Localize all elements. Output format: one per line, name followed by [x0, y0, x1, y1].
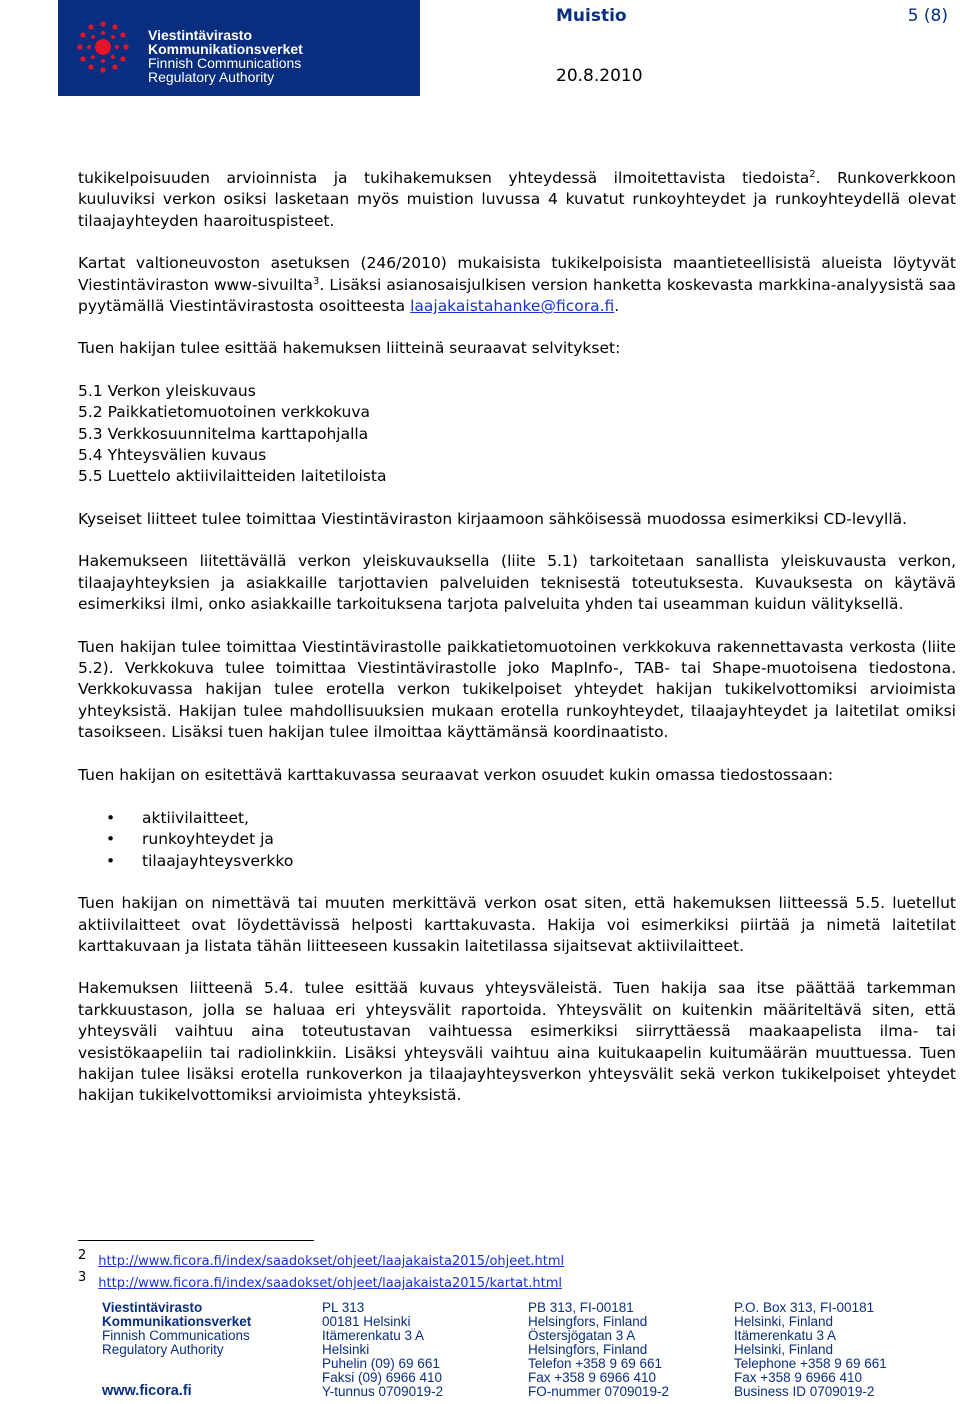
footer-line: Itämerenkatu 3 A	[322, 1328, 425, 1343]
footnote-divider	[78, 1240, 314, 1241]
footer-agency	[102, 1301, 302, 1401]
paragraph: Hakemuksen liitteenä 5.4. tulee esittää kuvaus yhteysväleistä. Tuen hakija saa itse päättää tarkemman tarkkuustason, jolla se haluaa eri yhteysvälit raportoida. Yhteysvälit on kuitenkin määriteltävä siten, että yhteysväli vaihtuu aina toteutustavan vaihtuessa esimerkiksi siirryttäessä maakaapelista ilma- tai vesistökaapeliin tai radiolinkkiin. Lisäksi yhteysväli vaihtuu aina kuitukaapelin kuitumäärän muuttuessa. Tuen hakijan tulee lisäksi erotella runkoverkon ja tilaajayhteysverkon yhteysvälit sekä verkon tukikelpoiset yhteydet hakijan tukikelvottomiksi arvioimista yhteyksistä.	[78, 979, 956, 1105]
footer-line: Puhelin (09) 69 661	[322, 1356, 440, 1371]
footer-line: P.O. Box 313, FI-00181	[734, 1300, 875, 1315]
footer-line: Helsinki, Finland	[734, 1314, 834, 1329]
bullet-icon: •	[106, 808, 116, 827]
paragraph: Hakemukseen liitettävällä verkon yleiskuvauksella (liite 5.1) tarkoitetaan sanallista yleiskuvausta verkon, tilaajayhteyksien ja asiakkaille tarjottavien palveluiden teknisestä toteutuksesta. Kuvauksesta on käytävä esimerkiksi ilmi, onko asiakkaille tarkoituksena tarjota palveluita yhden tai useamman kuidun välityksellä.	[78, 552, 956, 614]
footer-line: 00181 Helsinki	[322, 1314, 411, 1329]
footer-line: Fax +358 9 6966 410	[734, 1370, 862, 1385]
list-item	[78, 851, 956, 872]
footer-website-link[interactable]: www.ficora.fi	[102, 1383, 192, 1399]
paragraph-text: . Runkoverkkoon kuuluviksi verkon osiksi lasketaan myös muistion luvussa 4 kuvatut runkoyhteydet ja runkoyhteydellä olevat tilaajayhteyden haaroituspisteet.	[78, 169, 956, 230]
attachment-list	[78, 381, 956, 488]
bullet-list	[78, 808, 956, 872]
footnote-number: 3	[78, 1270, 87, 1285]
footer-line: Itämerenkatu 3 A	[734, 1328, 837, 1343]
paragraph-text: Kartat valtioneuvoston asetuksen (246/2010) mukaisista tukikelpoisista maantieteellisistä alueista löytyvät Viestintäviraston www-sivuilta	[78, 254, 956, 294]
attachment-item: 5.2 Paikkatietomuotoinen verkkokuva	[78, 403, 371, 422]
footer-line: Fax +358 9 6966 410	[528, 1370, 656, 1385]
footer-line: Business ID 0709019-2	[734, 1384, 875, 1399]
attachment-item: 5.3 Verkkosuunnitelma karttapohjalla	[78, 424, 369, 443]
footer-line: Finnish Communications	[102, 1328, 250, 1343]
paragraph	[78, 253, 956, 317]
footnote-link[interactable]: http://www.ficora.fi/index/saadokset/ohjeet/laajakaista2015/ohjeet.html	[98, 1254, 565, 1269]
footer-line: Östersjögatan 3 A	[528, 1328, 636, 1343]
footnote-link[interactable]: http://www.ficora.fi/index/saadokset/ohjeet/laajakaista2015/kartat.html	[98, 1276, 562, 1291]
logo-banner	[58, 0, 420, 96]
logo-line: Finnish Communications	[148, 55, 302, 71]
footnote-ref[interactable]: 3	[313, 275, 320, 287]
footer-line: Helsinki	[322, 1342, 370, 1357]
footnote	[78, 1270, 562, 1291]
list-item-text: aktiivilaitteet,	[142, 808, 249, 827]
paragraph: Tuen hakijan tulee esittää hakemuksen liitteinä seuraavat selvitykset:	[78, 339, 621, 358]
list-item	[78, 829, 956, 850]
footer-line: PB 313, FI-00181	[528, 1300, 634, 1315]
document-body	[78, 168, 956, 1107]
document-date: 20.8.2010	[556, 66, 643, 86]
footer-line: PL 313	[322, 1300, 365, 1315]
footer-line: Helsingfors, Finland	[528, 1342, 648, 1357]
logo-line: Regulatory Authority	[148, 69, 275, 85]
list-item-text: runkoyhteydet ja	[142, 830, 274, 849]
paragraph: Tuen hakijan on esitettävä karttakuvassa seuraavat verkon osuudet kukin omassa tiedostossaan:	[78, 765, 834, 784]
footer-address-fi	[322, 1301, 443, 1399]
document-type: Muistio	[556, 6, 627, 26]
list-item-text: tilaajayhteysverkko	[142, 851, 294, 870]
footer-line: Telephone +358 9 69 661	[734, 1356, 887, 1371]
paragraph-text: .	[614, 297, 620, 316]
paragraph: Tuen hakijan on nimettävä tai muuten merkittävä verkon osat siten, että hakemuksen liitteessä 5.5. luetellut aktiivilaitteet ovat löydettävissä helposti karttakuvasta. Hakija voi esimerkiksi piirtää ja nimetä laitetilat karttakuvaan ja listata tähän liitteeseen kussakin laitetilassa sijaitsevat aktiivilaitteet.	[78, 894, 956, 955]
footer-line: Kommunikationsverket	[102, 1314, 252, 1329]
footer-line: Telefon +358 9 69 661	[528, 1356, 662, 1371]
footer-line: Regulatory Authority	[102, 1342, 224, 1357]
footer-line: FO-nummer 0709019-2	[528, 1384, 670, 1399]
list-item	[78, 808, 956, 829]
attachment-item: 5.5 Luettelo aktiivilaitteiden laitetiloista	[78, 467, 387, 486]
paragraph	[78, 168, 956, 232]
paragraph-text: . Lisäksi asianosaisjulkisen version hanketta koskevasta markkina-analyysistä saa pyytämällä Viestintävirastosta osoitteesta	[78, 275, 956, 316]
paragraph: Kyseiset liitteet tulee toimittaa Viestintäviraston kirjaamoon sähköisessä muodossa esimerkiksi CD-levyllä.	[78, 509, 908, 528]
footnote-number: 2	[78, 1248, 87, 1263]
footer-line: Helsingfors, Finland	[528, 1314, 648, 1329]
bullet-icon: •	[106, 851, 116, 870]
footnote	[78, 1248, 565, 1269]
logo-wordmark	[148, 28, 303, 84]
footer-address-en	[734, 1301, 887, 1399]
footnote-ref[interactable]: 2	[809, 168, 816, 180]
footer-line: Helsinki, Finland	[734, 1342, 834, 1357]
paragraph: Tuen hakijan tulee toimittaa Viestintävirastolle paikkatietomuotoinen verkkokuva rakennettavasta verkosta (liite 5.2). Verkkokuva tulee toimittaa Viestintävirastolle joko MapInfo-, TAB- tai Shape-muotoisena tiedostona. Verkkokuvassa hakijan tulee erotella verkon tukikelpoiset yhteydet hakijan tukikelvottomiksi arvioimista yhteyksistä. Hakijan tulee mahdollisuuksien mukaan erotella runkoyhteydet, tilaajayhteydet ja laitetilat omiksi tasoikseen. Lisäksi tuen hakijan tulee ilmoittaa käyttämänsä koordinaatisto.	[78, 637, 956, 742]
attachment-item: 5.4 Yhteysvälien kuvaus	[78, 446, 267, 465]
logo-line: Kommunikationsverket	[148, 41, 303, 57]
email-link[interactable]: laajakaistahanke@ficora.fi	[410, 297, 615, 316]
footer-address-sv	[528, 1301, 669, 1399]
bullet-icon: •	[106, 830, 116, 849]
footer-line: Viestintävirasto	[102, 1300, 203, 1315]
page-number: 5 (8)	[907, 6, 948, 26]
attachment-item: 5.1 Verkon yleiskuvaus	[78, 381, 256, 400]
footer-line: Y-tunnus 0709019-2	[322, 1384, 444, 1399]
footer-line: Faksi (09) 6966 410	[322, 1370, 443, 1385]
logo-line: Viestintävirasto	[148, 27, 253, 43]
paragraph-text: tukikelpoisuuden arvioinnista ja tukihakemuksen yhteydessä ilmoitettavista tiedoista	[78, 169, 810, 187]
agency-logo-icon	[74, 18, 132, 76]
